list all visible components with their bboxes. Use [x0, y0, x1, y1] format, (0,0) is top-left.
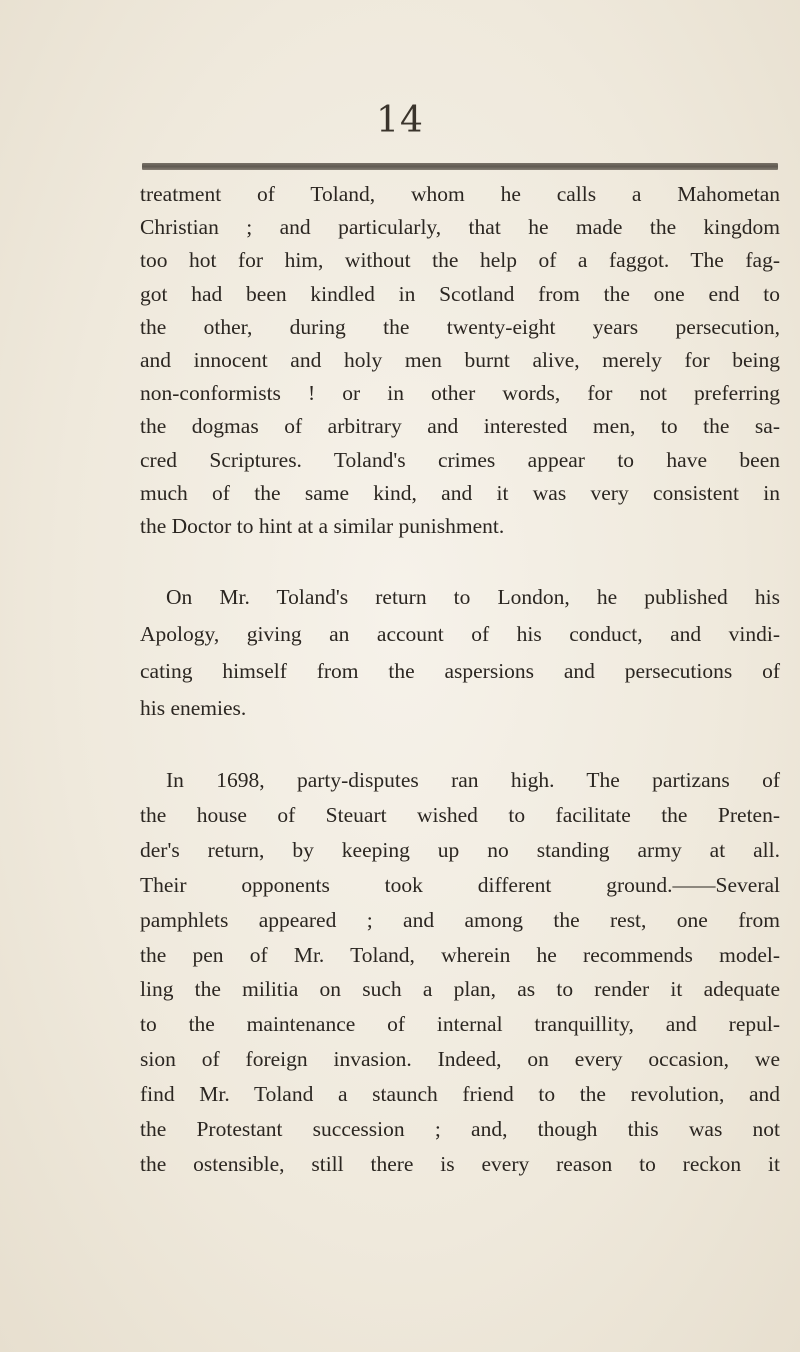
- text-line: der's return, by keeping up no standing army at all.: [140, 837, 780, 862]
- text-line: much of the same kind, and it was very consistent in: [140, 480, 780, 505]
- text-line: to the maintenance of internal tranquillity, and repul-: [140, 1012, 780, 1037]
- header-rule: [142, 163, 778, 170]
- text-line: Apology, giving an account of his conduct, and vindi-: [140, 622, 780, 647]
- text-line: got had been kindled in Scotland from the one end to: [140, 281, 780, 306]
- body-text: [140, 178, 780, 1182]
- text-line: cating himself from the aspersions and persecutions of: [140, 659, 780, 684]
- text-line: Their opponents took different ground.——Several: [140, 872, 780, 897]
- text-line: the ostensible, still there is every reason to reckon it: [140, 1151, 780, 1176]
- text-line: ling the militia on such a plan, as to render it adequate: [140, 977, 780, 1002]
- text-line: Christian ; and particularly, that he made the kingdom: [140, 215, 780, 240]
- text-line: the pen of Mr. Toland, wherein he recommends model-: [140, 942, 780, 967]
- text-line: sion of foreign invasion. Indeed, on every occasion, we: [140, 1047, 780, 1072]
- paragraph-2: [140, 579, 780, 727]
- text-line: the other, during the twenty-eight years persecution,: [140, 314, 780, 339]
- text-line: treatment of Toland, whom he calls a Mahometan: [140, 182, 780, 206]
- text-line: the Protestant succession ; and, though this was not: [140, 1116, 780, 1141]
- text-line: cred Scriptures. Toland's crimes appear to have been: [140, 447, 780, 472]
- paragraph-1: [140, 178, 780, 543]
- text-line: On Mr. Toland's return to London, he published his: [166, 585, 780, 610]
- page-number: 14: [376, 100, 424, 141]
- text-line: non-conformists ! or in other words, for not preferring: [140, 381, 780, 406]
- text-line: pamphlets appeared ; and among the rest, one from: [140, 907, 780, 932]
- text-line: too hot for him, without the help of a faggot. The fag-: [140, 248, 780, 273]
- text-line: In 1698, party-disputes ran high. The partizans of: [166, 768, 780, 793]
- text-line: the house of Steuart wished to facilitate the Preten-: [140, 802, 780, 827]
- text-line: his enemies.: [140, 696, 247, 721]
- text-line: and innocent and holy men burnt alive, merely for being: [140, 347, 780, 372]
- text-line: find Mr. Toland a staunch friend to the revolution, and: [140, 1082, 780, 1107]
- text-line: the Doctor to hint at a similar punishment.: [140, 513, 505, 538]
- paragraph-3: [140, 763, 780, 1182]
- text-line: the dogmas of arbitrary and interested men, to the sa-: [140, 414, 780, 439]
